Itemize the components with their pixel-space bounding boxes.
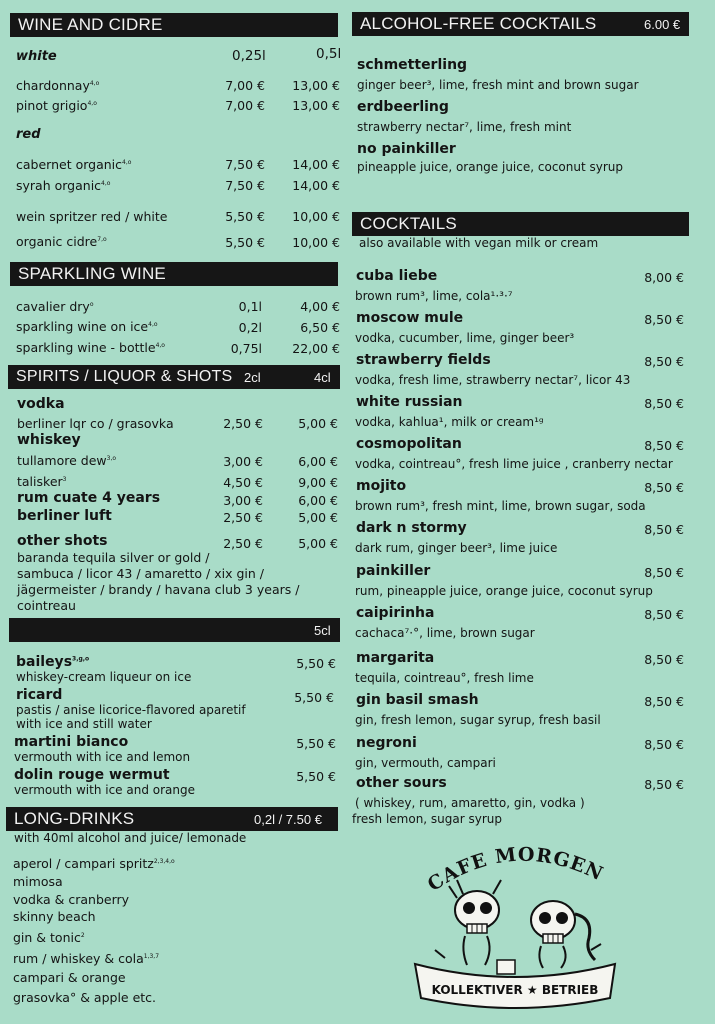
price: 13,00 € <box>292 78 340 93</box>
cocktail-desc: brown rum³, fresh mint, lime, brown sugar, soda <box>355 499 646 513</box>
cocktail-desc: fresh lemon, sugar syrup <box>352 812 503 826</box>
longdrinks-sub: with 40ml alcohol and juice/ lemonade <box>14 831 247 845</box>
cocktail-desc: vodka, kahlua¹, milk or cream¹ᵍ <box>355 415 544 429</box>
sparkling-header <box>10 262 338 286</box>
price: 6,00 € <box>298 454 338 469</box>
alcfree-title: ALCOHOL-FREE COCKTAILS <box>360 14 597 33</box>
cocktails-sub: also available with vegan milk or cream <box>359 236 599 250</box>
spirit-row: rum cuate 4 years <box>17 490 161 506</box>
price: 5,00 € <box>298 510 338 525</box>
longdrink-item: aperol / campari spritz$^{2,3,4,o}$ <box>13 856 175 871</box>
liqueur-desc: vermouth with ice and lemon <box>14 750 191 764</box>
cocktail-desc: vodka, cointreau°, fresh lime juice , cranberry nectar <box>355 457 673 471</box>
cocktail-price: 8,50 € <box>644 737 684 752</box>
sparkling-row: sparkling wine on ice$^{4,o}$ <box>16 319 158 334</box>
sparkling-row: sparkling wine - bottle$^{4,o}$ <box>16 340 165 355</box>
liqueur-header <box>9 618 340 642</box>
price: 5,50 € <box>296 769 336 784</box>
spirits-title: SPIRITS / LIQUOR & SHOTS <box>16 368 233 385</box>
longdrink-item: skinny beach <box>13 909 96 924</box>
longdrinks-title: LONG-DRINKS <box>14 809 135 828</box>
spirits-col-4cl: 4cl <box>314 370 331 385</box>
cocktail-price: 8,50 € <box>644 396 684 411</box>
longdrink-item: vodka & cranberry <box>13 892 130 907</box>
logo-bottom-text: KOLLEKTIVER ★ BETRIEB <box>431 983 599 997</box>
cocktail-desc: cachaca⁷·°, lime, brown sugar <box>355 626 535 640</box>
longdrink-item: gin & tonic$^2$ <box>13 930 85 945</box>
liqueur-col-5cl: 5cl <box>314 623 331 638</box>
spirit-row: berliner luft <box>17 508 112 524</box>
price: 9,00 € <box>298 475 338 490</box>
price: 6,00 € <box>298 493 338 508</box>
price: 4,00 € <box>300 299 340 314</box>
cocktail-price: 8,00 € <box>644 270 684 285</box>
cocktails-header <box>352 212 689 236</box>
cocktail-desc: vodka, cucumber, lime, ginger beer³ <box>355 331 575 345</box>
cocktail-desc: tequila, cointreau°, fresh lime <box>355 671 534 685</box>
cocktail-desc: gin, vermouth, campari <box>355 756 496 770</box>
spirits-col-2cl: 2cl <box>244 370 261 385</box>
cocktail-name: cosmopolitan <box>356 436 462 452</box>
liqueur-desc: pastis / anise licorice-flavored aparetif <box>16 703 246 717</box>
other-shots-line: cointreau <box>17 598 76 613</box>
sparkling-row: cavalier dry$^o$ <box>16 299 94 314</box>
other-shots-line: baranda tequila silver or gold / <box>17 550 210 565</box>
price: 13,00 € <box>292 98 340 113</box>
price: 5,50 € <box>294 690 334 705</box>
spirits-header <box>8 365 340 389</box>
cocktail-desc: ( whiskey, rum, amaretto, gin, vodka ) <box>355 796 585 810</box>
longdrinks-price: 0,2l / 7.50 € <box>254 812 322 827</box>
col-05: 0,5l <box>316 46 342 62</box>
alcfree-name: schmetterling <box>357 57 468 73</box>
red-label: red <box>16 127 41 142</box>
liqueur-row: baileys$^{3,g,o}$ <box>16 654 90 670</box>
alcfree-desc: pineapple juice, orange juice, coconut syrup <box>357 160 623 174</box>
liqueur-row: dolin rouge wermut <box>14 767 170 783</box>
alcfree-desc: ginger beer³, lime, fresh mint and brown sugar <box>357 78 639 92</box>
liqueur-desc: whiskey-cream liqueur on ice <box>16 670 192 684</box>
cocktail-name: painkiller <box>356 563 431 579</box>
price: 14,00 € <box>292 157 340 172</box>
cocktail-name: margarita <box>356 650 435 666</box>
wine-title: WINE AND CIDRE <box>18 15 163 34</box>
price: 6,50 € <box>300 320 340 335</box>
price: 7,00 € <box>225 98 265 113</box>
cocktail-name: negroni <box>356 735 417 751</box>
cocktail-price: 8,50 € <box>644 312 684 327</box>
other-shots-heading: other shots <box>17 533 108 549</box>
price: 5,50 € <box>296 736 336 751</box>
cocktail-desc: dark rum, ginger beer³, lime juice <box>355 541 558 555</box>
cocktail-desc: gin, fresh lemon, sugar syrup, fresh basil <box>355 713 601 727</box>
vodka-sub: berliner lqr co / grasovka <box>17 416 174 431</box>
wine-header <box>10 13 338 37</box>
price: 10,00 € <box>292 209 340 224</box>
cocktail-desc: vodka, fresh lime, strawberry nectar⁷, licor 43 <box>355 373 631 387</box>
price: 3,00 € <box>223 493 263 508</box>
alcfree-name: no painkiller <box>357 141 456 157</box>
cocktail-price: 8,50 € <box>644 652 684 667</box>
cocktail-name: strawberry fields <box>356 352 491 368</box>
alcfree-header <box>352 12 689 36</box>
wine-row: chardonnay$^{4,o}$ <box>16 78 100 93</box>
price: 4,50 € <box>223 475 263 490</box>
col-025: 0,25l <box>232 48 266 64</box>
price: 14,00 € <box>292 178 340 193</box>
logo-top-text: CAFE MORGEN <box>423 843 608 896</box>
price: 7,00 € <box>225 78 265 93</box>
vodka-heading: vodka <box>17 396 65 412</box>
price: 2,50 € <box>223 510 263 525</box>
longdrink-item: rum / whiskey & cola$^{1,3,7}$ <box>13 951 160 966</box>
cocktail-desc: brown rum³, lime, cola¹·³·⁷ <box>355 289 513 303</box>
longdrink-item: campari & orange <box>13 970 126 985</box>
price: 22,00 € <box>292 341 340 356</box>
logo <box>405 840 625 1010</box>
skulls-logo-icon <box>405 840 625 1010</box>
cocktail-name: cuba liebe <box>356 268 438 284</box>
cocktail-name: caipirinha <box>356 605 435 621</box>
white-label: white <box>16 49 57 64</box>
price: 5,50 € <box>225 209 265 224</box>
wine-row: organic cidre$^{7,o}$ <box>16 234 107 249</box>
liqueur-desc: vermouth with ice and orange <box>14 783 195 797</box>
price: 5,50 € <box>225 235 265 250</box>
spirit-row: tullamore dew$^{3,o}$ <box>17 453 117 468</box>
price: 7,50 € <box>225 178 265 193</box>
price: 5,50 € <box>296 656 336 671</box>
liqueur-desc: with ice and still water <box>16 717 152 731</box>
alcfree-name: erdbeerling <box>357 99 449 115</box>
alcfree-price: 6.00 € <box>644 17 681 32</box>
cocktail-name: dark n stormy <box>356 520 467 536</box>
cocktail-price: 8,50 € <box>644 522 684 537</box>
volume: 0,75l <box>230 341 262 356</box>
price: 5,00 € <box>298 416 338 431</box>
cocktail-price: 8,50 € <box>644 777 684 792</box>
other-shots-line: jägermeister / brandy / havana club 3 years / <box>17 582 300 597</box>
cocktail-desc: rum, pineapple juice, orange juice, coconut syrup <box>355 584 653 598</box>
wine-row: cabernet organic$^{4,o}$ <box>16 157 132 172</box>
cocktail-price: 8,50 € <box>644 480 684 495</box>
price: 2,50 € <box>223 416 263 431</box>
price: 7,50 € <box>225 157 265 172</box>
cocktail-price: 8,50 € <box>644 607 684 622</box>
price: 5,00 € <box>298 536 338 551</box>
sparkling-title: SPARKLING WINE <box>18 264 166 283</box>
price: 10,00 € <box>292 235 340 250</box>
cocktails-title: COCKTAILS <box>360 214 457 233</box>
cocktail-name: gin basil smash <box>356 692 479 708</box>
cocktail-name: other sours <box>356 775 447 791</box>
cocktail-name: moscow mule <box>356 310 464 326</box>
cocktail-price: 8,50 € <box>644 354 684 369</box>
wine-row: syrah organic$^{4,o}$ <box>16 178 111 193</box>
longdrink-item: grasovka° & apple etc. <box>13 990 157 1005</box>
liqueur-row: ricard <box>16 687 63 703</box>
alcfree-desc: strawberry nectar⁷, lime, fresh mint <box>357 120 572 134</box>
liqueur-row: martini bianco <box>14 734 129 750</box>
price: 2,50 € <box>223 536 263 551</box>
cocktail-price: 8,50 € <box>644 565 684 580</box>
volume: 0,1l <box>238 299 262 314</box>
cocktail-price: 8,50 € <box>644 438 684 453</box>
svg-text:CAFE MORGENROT <box>405 840 607 896</box>
price: 3,00 € <box>223 454 263 469</box>
cocktail-name: white russian <box>356 394 463 410</box>
cocktail-name: mojito <box>356 478 407 494</box>
wine-row: pinot grigio$^{4,o}$ <box>16 98 97 113</box>
cocktail-price: 8,50 € <box>644 694 684 709</box>
other-shots-line: sambuca / licor 43 / amaretto / xix gin / <box>17 566 264 581</box>
wine-row: wein spritzer red / white <box>16 209 168 224</box>
spirit-row: talisker$^3$ <box>17 474 67 489</box>
whiskey-heading: whiskey <box>17 432 81 448</box>
volume: 0,2l <box>238 320 262 335</box>
longdrinks-header <box>6 807 338 831</box>
longdrink-item: mimosa <box>13 874 63 889</box>
